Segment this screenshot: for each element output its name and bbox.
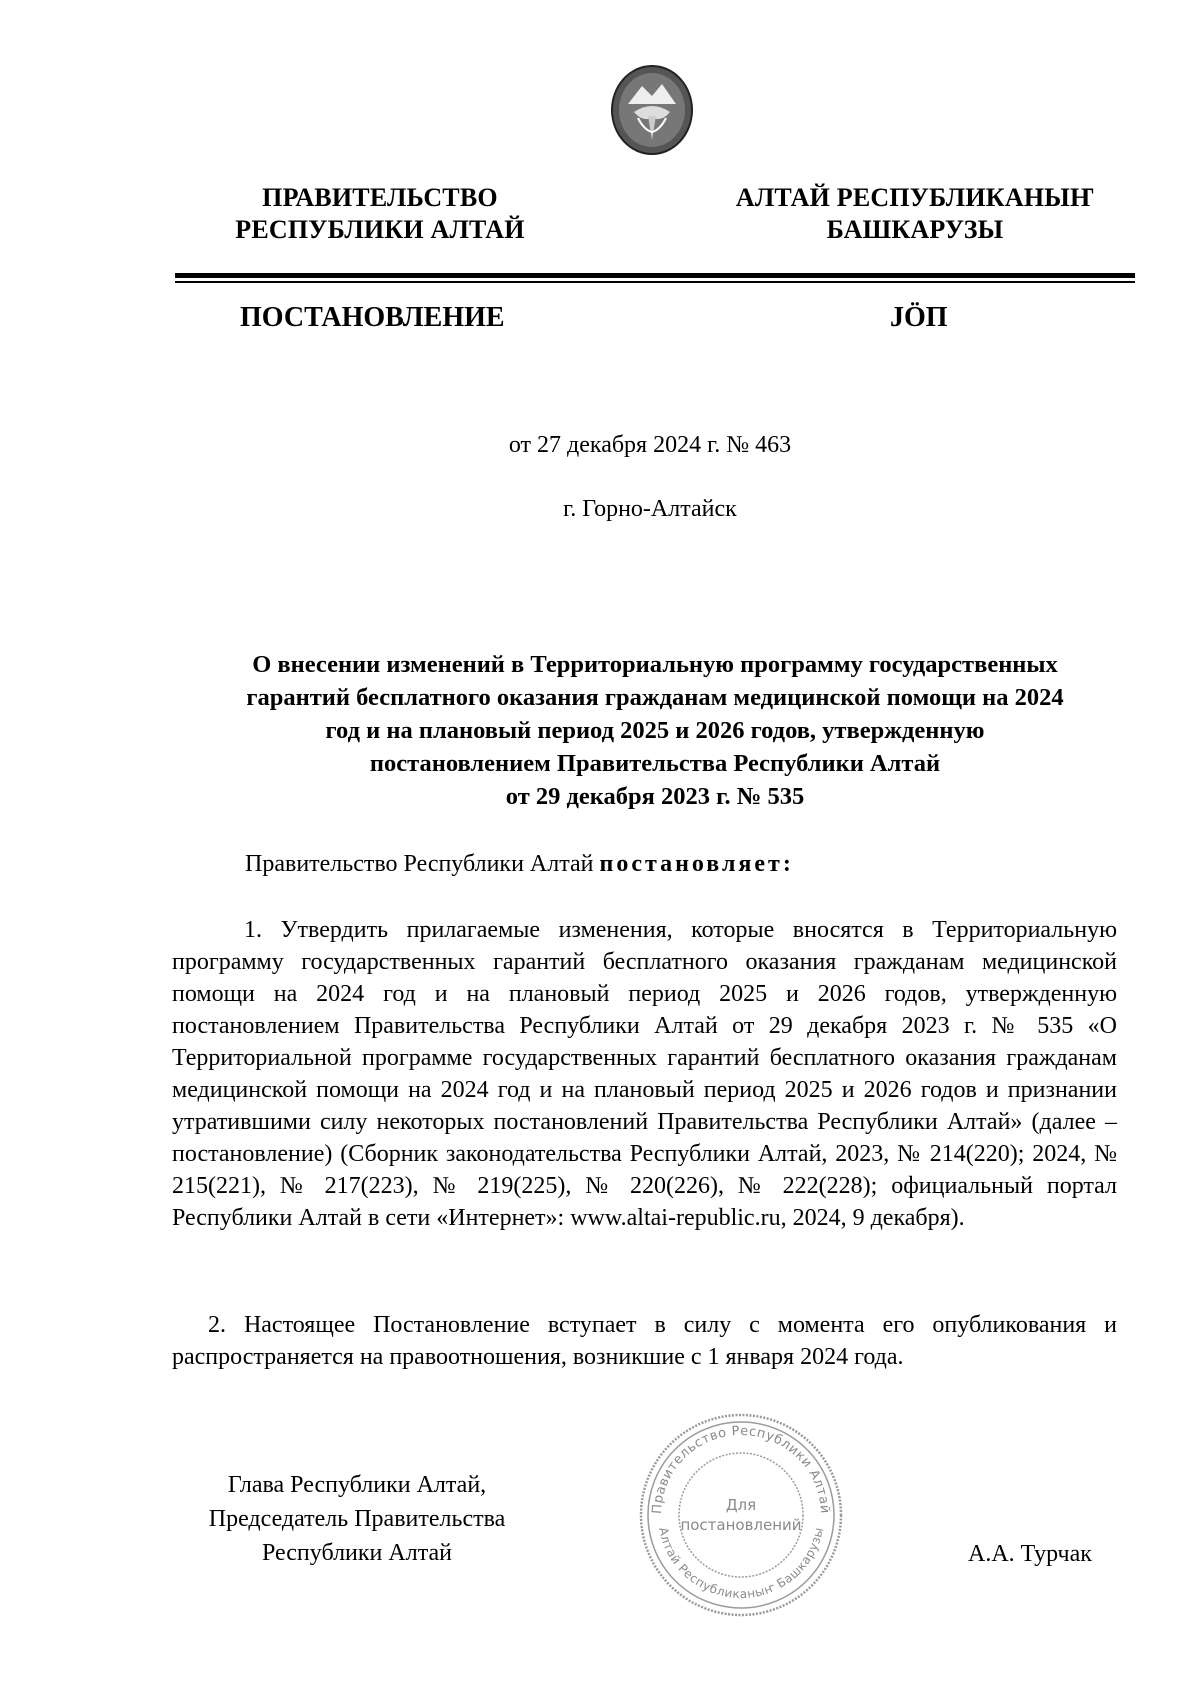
- header-left-line2: РЕСПУБЛИКИ АЛТАЙ: [235, 215, 525, 244]
- signatory-position-line: Председатель Правительства: [208, 1506, 506, 1532]
- document-title: [170, 648, 1140, 813]
- header-left-line1: ПРАВИТЕЛЬСТВО: [262, 183, 498, 212]
- stamp-center-line2: постановлений: [680, 1516, 802, 1534]
- signatory-name: А.А. Турчак: [968, 1541, 1092, 1567]
- paragraph-2: 2. Настоящее Постановление вступает в силу с момента его опубликования и распространяется на правоотношения, возникшие с 1 января 2024 года.: [172, 1312, 1117, 1370]
- header-divider-thin: [175, 281, 1135, 283]
- official-stamp: [636, 1410, 846, 1620]
- stamp-ring-top: Правительство Республики Алтай: [649, 1423, 833, 1515]
- signatory-position-line: Глава Республики Алтай,: [227, 1472, 487, 1498]
- paragraph-1: 1. Утвердить прилагаемые изменения, которые вносятся в Территориальную программу государственных гарантий бесплатного оказания гражданам медицинской помощи на 2024 год и на плановый период 2025 и 2026 годов, утвержденную постановлением Правительства Республики Алтай от 29 декабря 2023 г. № 535 «О Территориальной программе государственных гарантий бесплатного оказания гражданам медицинской помощи на 2024 год и на плановый период 2025 и 2026 годов и признании утратившими силу некоторых постановлений Правительства Республики Алтай» (далее – постановление) (Сборник законодательства Республики Алтай, 2023, № 214(220); 2024, № 215(221), № 217(223), № 219(225), № 220(226), № 222(228); официальный портал Республики Алтай в сети «Интернет»: www.altai-republic.ru, 2024, 9 декабря).: [172, 917, 1117, 1231]
- title-line: год и на плановый период 2025 и 2026 годов, утвержденную: [325, 717, 985, 744]
- title-line: постановлением Правительства Республики Алтай: [369, 750, 941, 777]
- document-city: г. Горно-Алтайск: [563, 496, 737, 522]
- preamble: [245, 848, 794, 881]
- header-right-line1: АЛТАЙ РЕСПУБЛИКАНЫҤ: [735, 183, 1095, 212]
- title-line: О внесении изменений в Территориальную программу государственных: [252, 651, 1058, 678]
- signatory-position: [172, 1468, 542, 1570]
- document-date-number: от 27 декабря 2024 г. № 463: [508, 432, 792, 458]
- preamble-emphasis: постановляет:: [599, 851, 794, 877]
- preamble-text: Правительство Республики Алтай: [245, 851, 600, 877]
- stamp-ring-bottom: Алтай Республиканыҥ Башкарузы: [656, 1525, 827, 1602]
- republic-emblem-icon: [608, 60, 696, 160]
- doc-type-altai: JӦП: [890, 302, 948, 333]
- doc-type-russian: ПОСТАНОВЛЕНИЕ: [240, 302, 505, 333]
- title-line: от 29 декабря 2023 г. № 535: [505, 783, 805, 810]
- signatory-position-line: Республики Алтай: [262, 1540, 452, 1566]
- header-divider-thick: [175, 273, 1135, 278]
- svg-text:Алтай Республиканыҥ Башкарузы: [656, 1526, 826, 1601]
- header-right-line2: БАШКАРУЗЫ: [826, 215, 1004, 244]
- header-right: [715, 182, 1115, 246]
- header-left: [220, 182, 540, 246]
- stamp-center-line1: Для: [725, 1496, 757, 1514]
- title-line: гарантий бесплатного оказания гражданам медицинской помощи на 2024: [246, 684, 1064, 711]
